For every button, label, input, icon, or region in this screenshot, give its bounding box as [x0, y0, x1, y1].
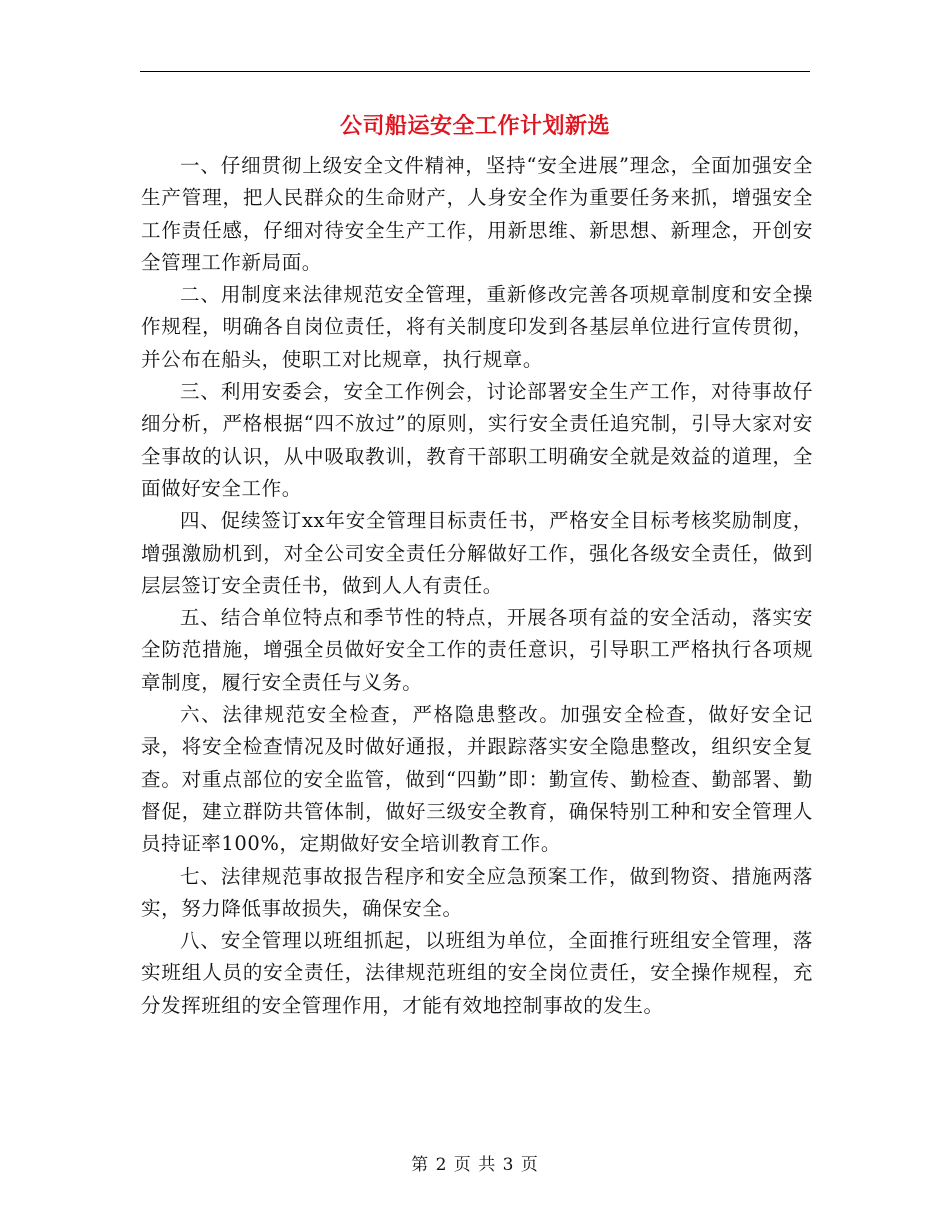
paragraph-3: 三、利用安委会，安全工作例会，讨论部署安全生产工作，对待事故仔细分析，严格根据“四不放过”的原则，实行安全责任追究制，引导大家对安全事故的认识，从中吸取教训，教育干部职工明确安全就是效益的道理，全面做好安全工作。	[141, 380, 813, 500]
paragraph-7: 七、法律规范事故报告程序和安全应急预案工作，做到物资、措施两落实，努力降低事故损失，确保安全。	[141, 864, 813, 920]
paragraph-8: 八、安全管理以班组抓起，以班组为单位，全面推行班组安全管理，落实班组人员的安全责任，法律规范班组的安全岗位责任，安全操作规程，充分发挥班组的安全管理作用，才能有效地控制事故的发生。	[141, 929, 813, 1017]
document-title: 公司船运安全工作计划新选	[339, 113, 610, 139]
header-rule	[140, 71, 810, 72]
paragraph-6: 六、法律规范安全检查，严格隐患整改。加强安全检查，做好安全记录，将安全检查情况及时做好通报，并跟踪落实安全隐患整改，组织安全复查。对重点部位的安全监管，做到“四勤”即：勤宣传、勤检查、勤部署、勤督促，建立群防共管体制，做好三级安全教育，确保特别工种和安全管理人员持证率100%，定期做好安全培训教育工作。	[141, 703, 813, 856]
page-number: 第 2 页 共 3 页	[411, 1155, 539, 1175]
paragraph-4: 四、促续签订xx年安全管理目标责任书，严格安全目标考核奖励制度，增强激励机到，对全公司安全责任分解做好工作，强化各级安全责任，做到层层签订安全责任书，做到人人有责任。	[141, 509, 813, 597]
paragraph-1: 一、仔细贯彻上级安全文件精神，坚持“安全进展”理念，全面加强安全生产管理，把人民群众的生命财产，人身安全作为重要任务来抓，增强安全工作责任感，仔细对待安全生产工作，用新思维、新思想、新理念，开创安全管理工作新局面。	[141, 154, 813, 274]
paragraph-5: 五、结合单位特点和季节性的特点，开展各项有益的安全活动，落实安全防范措施，增强全员做好安全工作的责任意识，引导职工严格执行各项规章制度，履行安全责任与义务。	[141, 606, 813, 694]
paragraph-2: 二、用制度来法律规范安全管理，重新修改完善各项规章制度和安全操作规程，明确各自岗位责任，将有关制度印发到各基层单位进行宣传贯彻，并公布在船头，使职工对比规章，执行规章。	[141, 283, 813, 371]
document-body	[141, 150, 813, 1022]
